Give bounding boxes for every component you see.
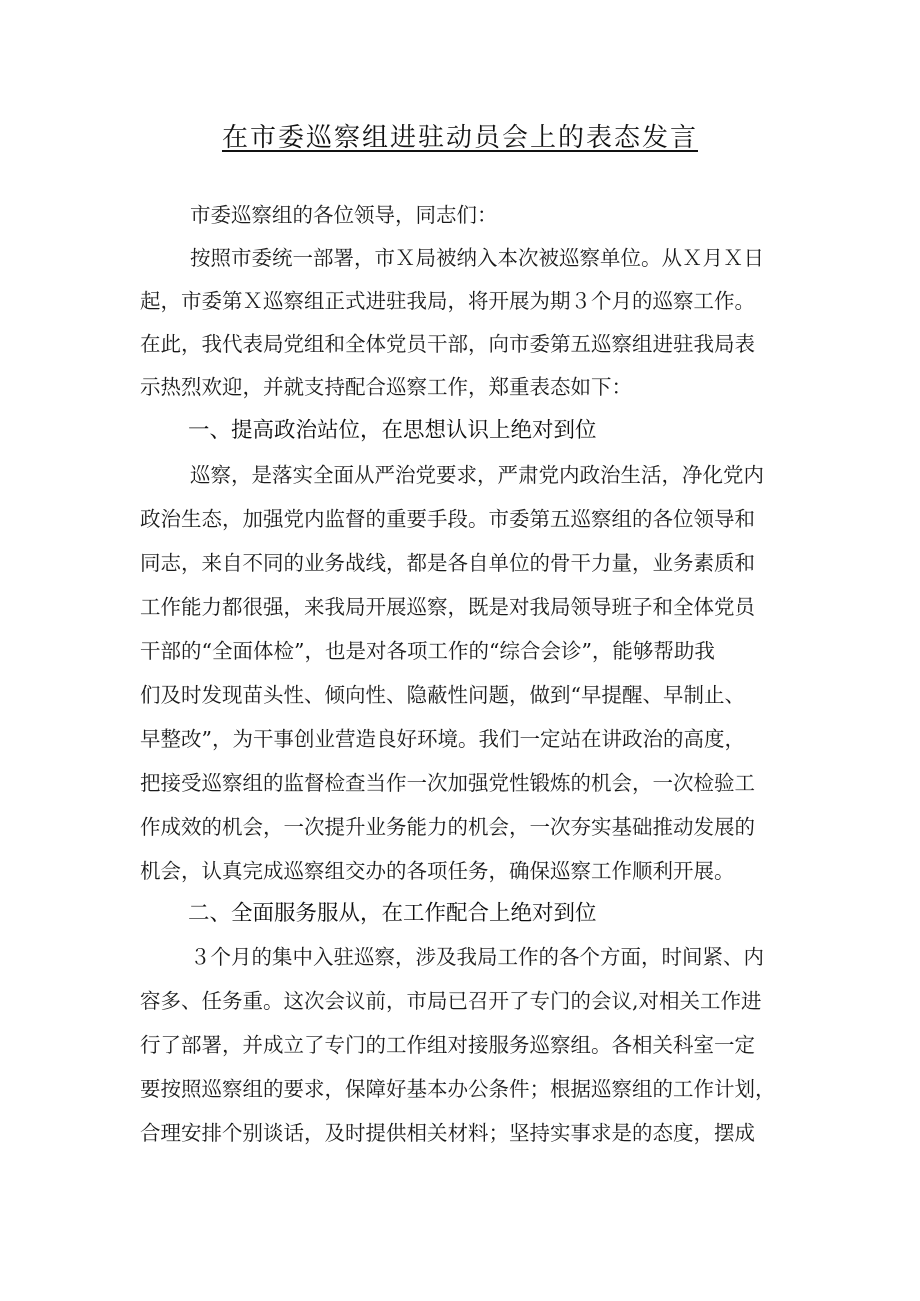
salutation: 市委巡察组的各位领导，同志们： (190, 203, 498, 227)
section1-line: 政治生态，加强党内监督的重要手段。市委第五巡察组的各位领导和 (140, 507, 755, 531)
section1-line: 同志，来自不同的业务战线，都是各自单位的骨干力量，业务素质和 (140, 551, 755, 575)
section1-line: 们及时发现苗头性、倾向性、隐蔽性问题，做到“早提醒、早制止、 (140, 683, 745, 707)
section2-line: ３个月的集中入驻巡察，涉及我局工作的各个方面，时间紧、内 (190, 945, 764, 969)
intro-line: 起，市委第Ｘ巡察组正式进驻我局，将开展为期３个月的巡察工作。 (140, 289, 755, 313)
section1-line: 干部的“全面体检”，也是对各项工作的“综合会诊”，能够帮助我 (140, 639, 715, 663)
section2-line: 要按照巡察组的要求，保障好基本办公条件；根据巡察组的工作计划， (140, 1077, 776, 1101)
section-heading-2: 二、全面服务服从，在工作配合上绝对到位 (188, 901, 597, 926)
section1-line: 巡察，是落实全面从严治党要求，严肃党内政治生活，净化党内 (190, 463, 764, 487)
intro-line: 示热烈欢迎，并就支持配合巡察工作，郑重表态如下： (140, 375, 632, 399)
document-title (0, 118, 920, 158)
section-heading-1: 一、提高政治站位，在思想认识上绝对到位 (188, 418, 597, 443)
section1-line: 工作能力都很强，来我局开展巡察，既是对我局领导班子和全体党员 (140, 595, 755, 619)
intro-line: 在此，我代表局党组和全体党员干部，向市委第五巡察组进驻我局表 (140, 332, 755, 356)
section2-line: 容多、任务重。这次会议前，市局已召开了专门的会议,对相关工作进 (140, 989, 762, 1013)
section2-line: 行了部署，并成立了专门的工作组对接服务巡察组。各相关科室一定 (140, 1033, 755, 1057)
document-title-text: 在市委巡察组进驻动员会上的表态发言 (221, 123, 698, 153)
section1-line: 机会，认真完成巡察组交办的各项任务，确保巡察工作顺利开展。 (140, 859, 735, 883)
section2-line: 合理安排个别谈话，及时提供相关材料；坚持实事求是的态度，摆成 (140, 1121, 755, 1145)
section1-line: 作成效的机会，一次提升业务能力的机会，一次夯实基础推动发展的 (140, 815, 755, 839)
section1-line: 把接受巡察组的监督检查当作一次加强党性锻炼的机会，一次检验工 (140, 771, 755, 795)
section1-line: 早整改”，为干事创业营造良好环境。我们一定站在讲政治的高度， (140, 727, 745, 751)
intro-line: 按照市委统一部署，市Ｘ局被纳入本次被巡察单位。从Ｘ月Ｘ日 (190, 246, 764, 270)
